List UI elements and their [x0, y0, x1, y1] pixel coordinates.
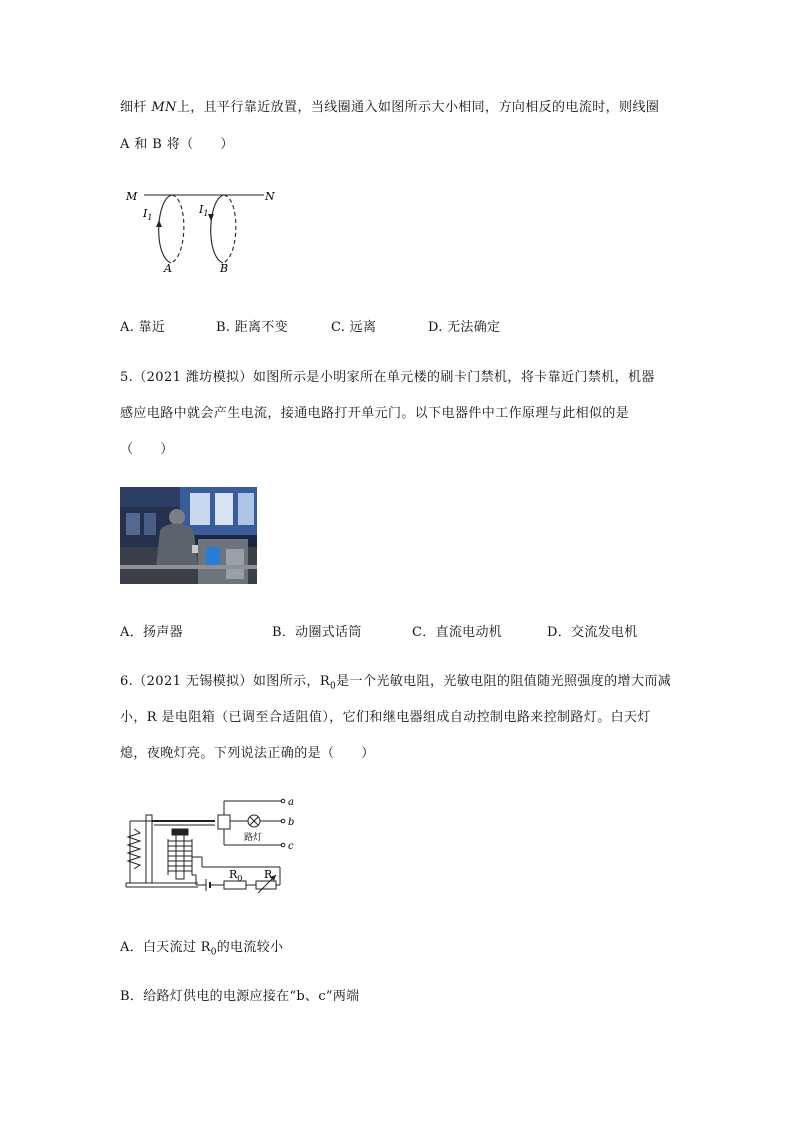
label-m: M: [126, 190, 138, 203]
q6-option-a: A．白天流过 $R_0$的电流较小: [120, 940, 284, 958]
q4-option-b: B. 距离不变: [216, 320, 288, 335]
q6-text-line1: 6.（2021 无锡模拟）如图所示，$R_0$是一个光敏电阻，光敏电阻的阻值随光照强度的增大而减: [120, 674, 672, 692]
access-control-photo: [120, 487, 257, 584]
coils-figure: [120, 180, 290, 280]
terminal-c-label: c: [288, 841, 294, 852]
coil-a-front: [159, 195, 172, 263]
q5-text-line1: 5.（2021 潍坊模拟）如图所示是小明家所在单元楼的刷卡门禁机，将卡靠近门禁机，机器: [120, 370, 655, 385]
q5-text-line2: 感应电路中就会产生电流，接通电路打开单元门。以下电器件中工作原理与此相似的是: [120, 406, 630, 421]
q6-text-line3: 熄，夜晚灯亮。下列说法正确的是（ ）: [120, 746, 375, 761]
q4-option-a: A. 靠近: [120, 320, 166, 335]
r0-label: $R_0$: [229, 868, 243, 883]
label-b: B: [220, 262, 229, 275]
label-a: A: [164, 262, 172, 275]
arrow-up-icon: [156, 220, 162, 227]
coil-a-back: [171, 195, 184, 263]
current-label-right: $I_1$: [199, 203, 209, 218]
q4-option-d: D. 无法确定: [428, 320, 501, 335]
coil-b-front: [211, 195, 224, 263]
q5-option-b: B．动圈式话筒: [272, 625, 362, 640]
current-label-left: $I_1$: [143, 207, 153, 222]
q4-text-line1: 细杆 MN上，且平行靠近放置，当线圈通入如图所示大小相同，方向相反的电流时，则线圈: [120, 100, 660, 115]
arrow-down-icon: [208, 214, 214, 221]
q5-option-d: D．交流发电机: [547, 625, 638, 640]
q4-text-line2: A 和 B 将（ ）: [120, 137, 234, 152]
q4-option-c: C. 远离: [331, 320, 377, 335]
q5-option-a: A．扬声器: [120, 625, 183, 640]
label-n: N: [265, 190, 275, 203]
q6-option-b: B．给路灯供电的电源应接在“b、c”两端: [120, 989, 360, 1004]
q5-option-c: C．直流电动机: [412, 625, 503, 640]
street-lamp-label: 路灯: [244, 833, 263, 843]
q6-text-line2: 小，R 是电阻箱（已调至合适阻值），它们和继电器组成自动控制电路来控制路灯。白天灯: [120, 710, 651, 725]
terminal-a-label: a: [288, 797, 294, 808]
terminal-b-label: b: [288, 817, 295, 828]
q5-text-line3: （ ）: [120, 442, 174, 457]
coil-b-back: [223, 195, 236, 263]
r-label: R: [264, 868, 273, 881]
relay-circuit-figure: [120, 795, 305, 900]
